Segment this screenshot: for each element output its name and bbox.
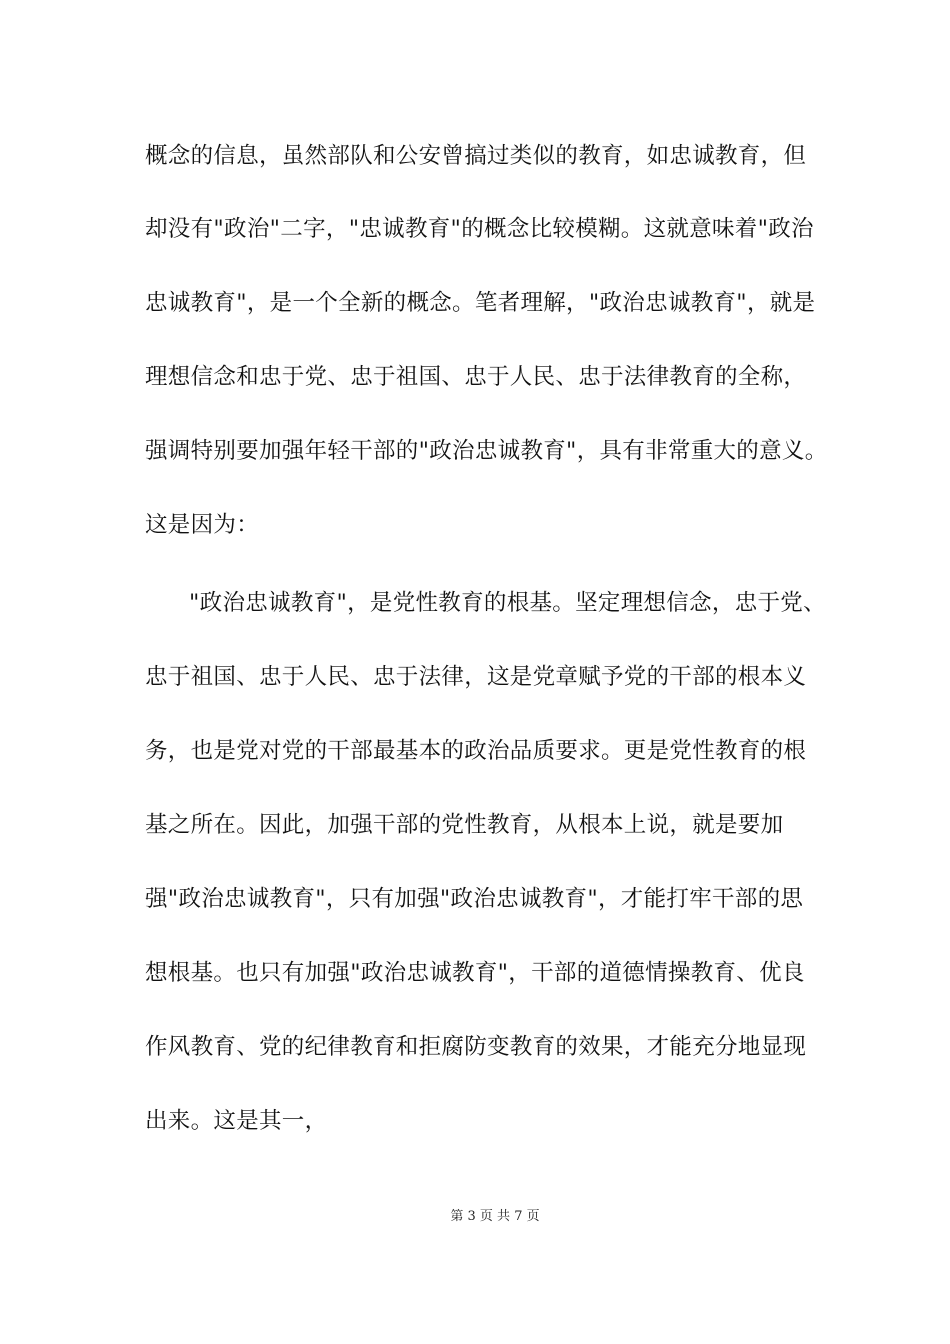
paragraph-line: 却没有"政治"二字，"忠诚教育"的概念比较模糊。这就意味着"政治 bbox=[145, 216, 814, 242]
paragraph-line: 忠于祖国、忠于人民、忠于法律，这是党章赋予党的干部的根本义 bbox=[145, 664, 807, 690]
page-number-label: 第 3 页 共 7 页 bbox=[450, 1209, 540, 1224]
paragraph-line: 想根基。也只有加强"政治忠诚教育"，干部的道德情操教育、优良 bbox=[145, 960, 805, 986]
paragraph-line: 概念的信息，虽然部队和公安曾搞过类似的教育，如忠诚教育，但 bbox=[145, 143, 807, 169]
paragraph-line: 强"政治忠诚教育"，只有加强"政治忠诚教育"，才能打牢干部的思 bbox=[145, 886, 804, 912]
paragraph-line: 强调特别要加强年轻干部的"政治忠诚教育"，具有非常重大的意义。 bbox=[145, 438, 828, 464]
paragraph-line: 务，也是党对党的干部最基本的政治品质要求。更是党性教育的根 bbox=[145, 738, 807, 764]
paragraph-line: 忠诚教育"，是一个全新的概念。笔者理解，"政治忠诚教育"，就是 bbox=[145, 290, 816, 316]
paragraph-line: "政治忠诚教育"，是党性教育的根基。坚定理想信念，忠于党、 bbox=[189, 590, 826, 616]
paragraph-line: 基之所在。因此，加强干部的党性教育，从根本上说，就是要加 bbox=[145, 812, 784, 838]
paragraph-line: 理想信念和忠于党、忠于祖国、忠于人民、忠于法律教育的全称， bbox=[145, 364, 807, 390]
paragraph-line: 作风教育、党的纪律教育和拒腐防变教育的效果，才能充分地显现 bbox=[145, 1034, 807, 1060]
page-footer bbox=[0, 1208, 950, 1226]
paragraph-line: 这是因为： bbox=[145, 512, 260, 538]
paragraph-line: 出来。这是其一， bbox=[145, 1108, 328, 1134]
